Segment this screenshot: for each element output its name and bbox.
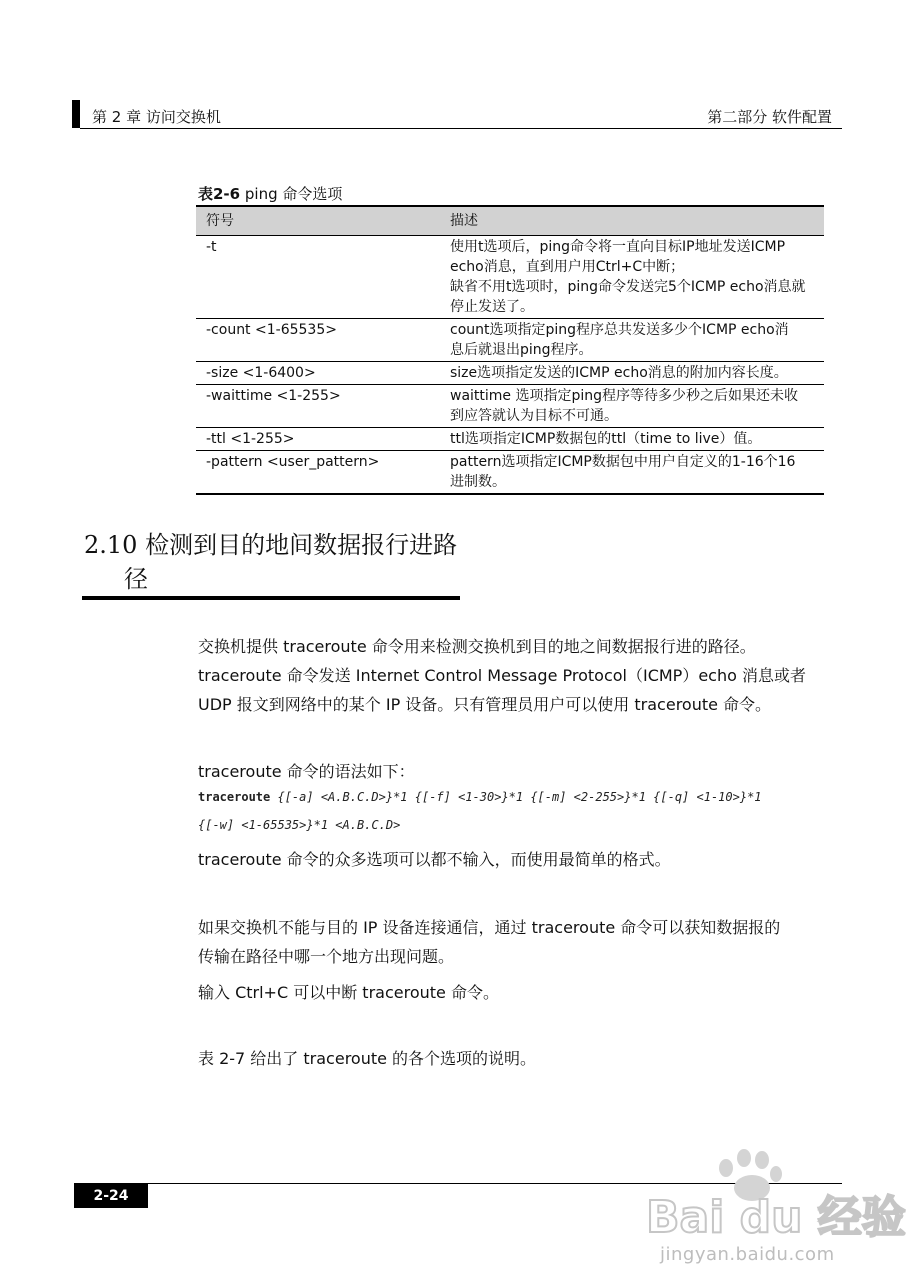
syntax-note: traceroute 命令的众多选项可以都不输入，而使用最简单的格式。: [198, 850, 671, 869]
table-caption: [198, 183, 342, 204]
description-line: echo消息，直到用户用Ctrl+C中断；: [450, 259, 685, 275]
syntax-options: {[-a] <A.B.C.D>}*1 {[-f] <1-30>}*1 {[-m] <2-255>}*1 {[-q] <1-10>}*1: [270, 790, 762, 804]
interrupt-note: 输入 Ctrl+C 可以中断 traceroute 命令。: [198, 983, 499, 1002]
description-line: ttl选项指定ICMP数据包的ttl（time to live）值。: [450, 431, 762, 447]
section-heading-line-2: 径: [124, 565, 148, 593]
table-reference: 表 2-7 给出了 traceroute 的各个选项的说明。: [198, 1049, 537, 1068]
paragraph-line: 如果交换机不能与目的 IP 设备连接通信，通过 traceroute 命令可以获知数据报的: [198, 918, 781, 937]
description-line: waittime 选项指定ping程序等待多少秒之后如果还未收: [450, 388, 799, 404]
troubleshoot-paragraph: [198, 913, 780, 971]
option-symbol: -count <1-65535>: [196, 319, 440, 362]
table-caption-number: 表2-6: [198, 185, 241, 203]
column-header-description: 描述: [440, 206, 824, 236]
description-line: count选项指定ping程序总共发送多少个ICMP echo消: [450, 322, 789, 338]
section-heading-rule: [82, 596, 460, 600]
column-header-symbol: 符号: [196, 206, 440, 236]
part-header: 第二部分 软件配置: [707, 108, 832, 126]
option-description: [440, 236, 824, 319]
syntax-line-1: [198, 790, 762, 804]
paragraph-line: 传输在路径中哪一个地方出现问题。: [198, 947, 455, 966]
paragraph-line: 交换机提供 traceroute 命令用来检测交换机到目的地之间数据报行进的路径。: [198, 637, 756, 656]
paragraph-line: traceroute 命令发送 Internet Control Message Protocol（ICMP）echo 消息或者: [198, 666, 806, 685]
description-line: 使用t选项后，ping命令将一直向目标IP地址发送ICMP: [450, 239, 786, 255]
watermark-brand: Bai du 经验: [646, 1192, 906, 1243]
page-number: 2-24: [74, 1184, 148, 1208]
option-symbol: -size <1-6400>: [196, 362, 440, 385]
table-row: [196, 451, 824, 495]
section-heading-line-1: 2.10 检测到目的地间数据报行进路: [84, 531, 458, 559]
syntax-intro: traceroute 命令的语法如下：: [198, 762, 415, 781]
option-symbol: -pattern <user_pattern>: [196, 451, 440, 495]
table-row: [196, 319, 824, 362]
table-row: [196, 236, 824, 319]
description-line: 缺省不用t选项时，ping命令发送完5个ICMP echo消息就: [450, 279, 806, 295]
description-line: size选项指定发送的ICMP echo消息的附加内容长度。: [450, 365, 788, 381]
chapter-header: 第 2 章 访问交换机: [92, 108, 221, 126]
option-description: [440, 428, 824, 451]
option-symbol: -t: [196, 236, 440, 319]
ping-options-table: [196, 205, 824, 495]
watermark-url: jingyan.baidu.com: [660, 1244, 835, 1265]
option-description: [440, 362, 824, 385]
table-row: [196, 362, 824, 385]
description-line: 息后就退出ping程序。: [450, 342, 593, 358]
description-line: 停止发送了。: [450, 299, 534, 315]
syntax-keyword: traceroute: [198, 790, 271, 804]
description-line: 进制数。: [450, 474, 506, 490]
table-caption-text: ping 命令选项: [240, 185, 343, 203]
header-marker-bar: [72, 100, 80, 128]
table-row: [196, 428, 824, 451]
table-header-row: [196, 206, 824, 236]
option-description: [440, 319, 824, 362]
paragraph-line: UDP 报文到网络中的某个 IP 设备。只有管理员用户可以使用 traceroute 命令。: [198, 695, 772, 714]
header-rule: [80, 128, 842, 129]
table-row: [196, 385, 824, 428]
intro-paragraph: [198, 632, 806, 719]
option-description: [440, 385, 824, 428]
option-symbol: -waittime <1-255>: [196, 385, 440, 428]
section-heading: [84, 528, 457, 596]
option-description: [440, 451, 824, 495]
description-line: 到应答就认为目标不可通。: [450, 408, 618, 424]
description-line: pattern选项指定ICMP数据包中用户自定义的1-16个16: [450, 454, 796, 470]
option-symbol: -ttl <1-255>: [196, 428, 440, 451]
syntax-line-2: {[-w] <1-65535>}*1 <A.B.C.D>: [198, 818, 401, 832]
